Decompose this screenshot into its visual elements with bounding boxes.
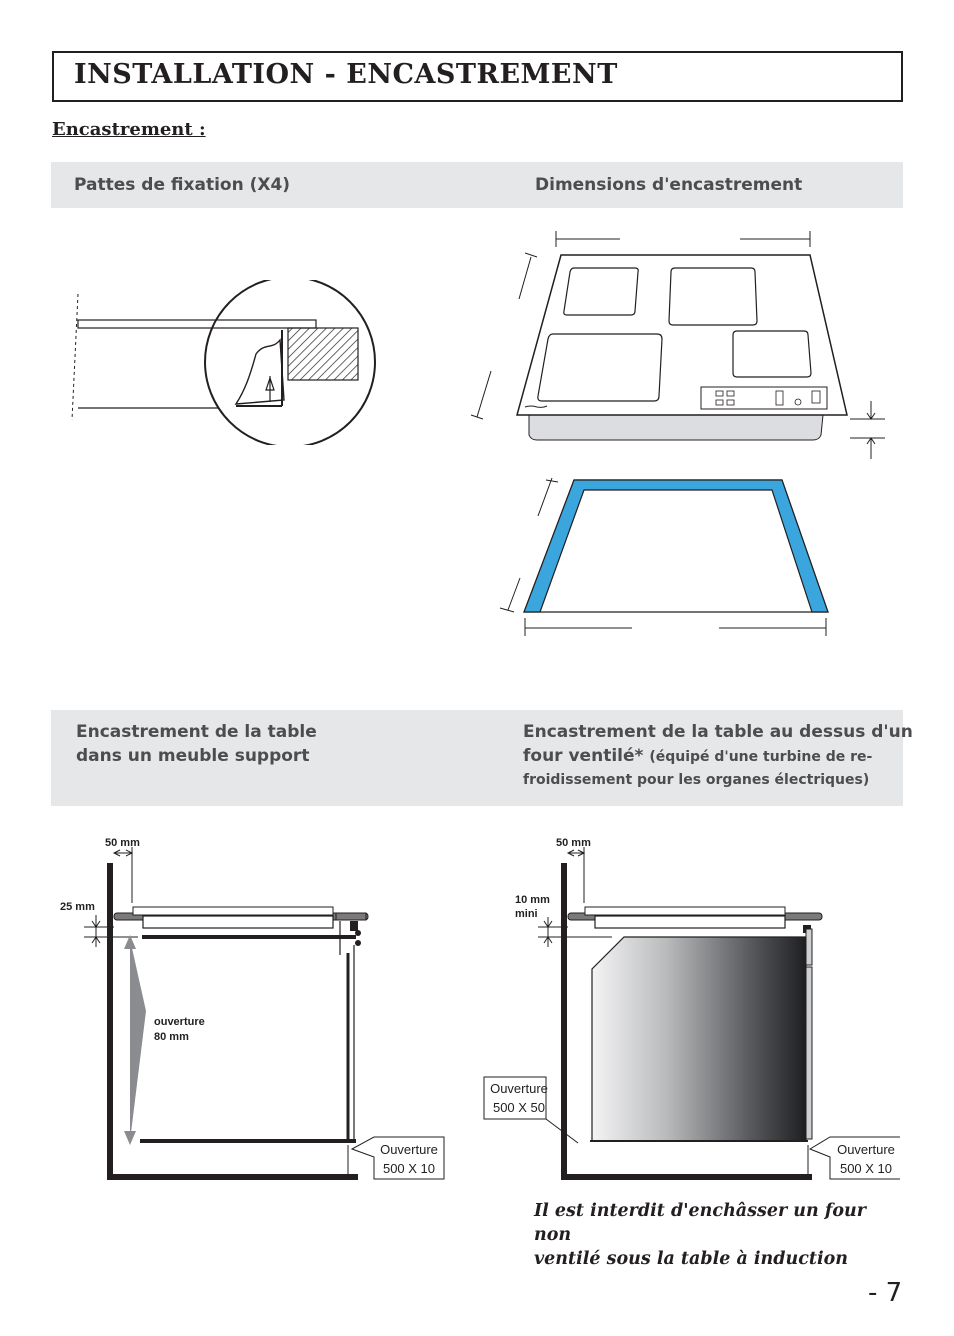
label-10mm-mini: mini xyxy=(515,908,538,920)
heading-fixing-brackets: Pattes de fixation (X4) xyxy=(74,175,291,195)
hob-dimensions-figure xyxy=(465,225,885,465)
callout-side-opening-label: Ouverture xyxy=(490,1081,548,1096)
label-50mm: 50 mm xyxy=(105,837,140,849)
heading-cutout-dimensions: Dimensions d'encastrement xyxy=(535,175,803,195)
heading-ventilated-oven-note: (équipé d'une turbine de re- xyxy=(649,749,873,765)
ventilation-warning xyxy=(534,1199,904,1271)
bottom-heading-band xyxy=(51,710,913,806)
ventilated-oven-diagram xyxy=(480,825,900,1185)
section-subtitle: Encastrement : xyxy=(52,119,206,140)
callout-opening-size: 500 X 10 xyxy=(382,1161,436,1176)
callout-opening-label: Ouverture xyxy=(380,1142,438,1157)
page-number: - 7 xyxy=(868,1278,903,1308)
label-25mm: 25 mm xyxy=(60,901,95,913)
fixing-bracket-figure xyxy=(60,280,390,445)
cabinet-installation-diagram xyxy=(50,825,470,1185)
warning-line1: Il est interdit d'enchâsser un four non xyxy=(534,1201,866,1245)
page-title-box xyxy=(52,51,903,102)
callout-bottom-opening-size: 500 X 10 xyxy=(839,1161,893,1176)
callout-bottom-opening-label: Ouverture xyxy=(837,1142,895,1157)
top-heading-band xyxy=(51,162,903,208)
cutout-frame-figure xyxy=(490,470,840,640)
callout-side-opening-size: 500 X 50 xyxy=(492,1100,546,1115)
heading-ventilated-oven-line1: Encastrement de la table au dessus d'un xyxy=(523,722,913,742)
heading-support-cabinet-line2: dans un meuble support xyxy=(76,746,310,766)
label-opening-size: 80 mm xyxy=(154,1031,189,1043)
label-50mm: 50 mm xyxy=(556,837,591,849)
warning-line2: ventilé sous la table à induction xyxy=(534,1249,848,1269)
label-10mm: 10 mm xyxy=(515,894,550,906)
label-opening: ouverture xyxy=(154,1016,205,1028)
heading-ventilated-oven-main: four ventilé* xyxy=(523,746,644,766)
heading-ventilated-oven-line3: froidissement pour les organes électriques) xyxy=(523,772,870,788)
page-title: INSTALLATION - ENCASTREMENT xyxy=(74,59,618,90)
heading-ventilated-oven-line2 xyxy=(523,744,872,769)
heading-support-cabinet-line1: Encastrement de la table xyxy=(76,722,317,742)
